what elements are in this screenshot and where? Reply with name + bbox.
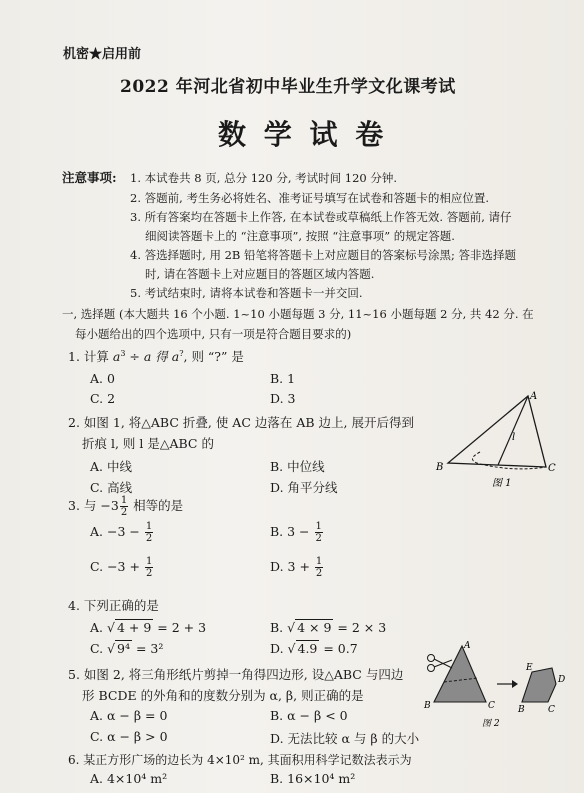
fig2-label-d: D [558, 675, 566, 685]
q4-stem: 4. 下列正确的是 [68, 598, 159, 613]
q3-option-a: A. −3 − $\frac{1}{2}$ [90, 521, 153, 544]
q1-stem: 1. 计算 $a^3 \div a$ 得 a?, 则 “?” 是 [68, 348, 244, 364]
notice-item: 3. 所有答案均在答题卡上作答, 在本试卷或草稿纸上作答无效. 答题前, 请仔 [130, 210, 512, 224]
q4-option-c: C. √ 9⁴ = 3² [90, 641, 164, 656]
fig2-label-b: B [424, 701, 431, 711]
notice-item: 5. 考试结束时, 请将本试卷和答题卡一并交回. [130, 286, 363, 300]
q5-option-d: D. 无法比较 α 与 β 的大小 [270, 731, 420, 746]
q1-option-c: C. 2 [90, 391, 116, 406]
section-heading-cont: 每小题给出的四个选项中, 只有一项是符合题目要求的) [75, 327, 352, 341]
q5-stem-line2: 形 BCDE 的外角和的度数分别为 α, β, 则正确的是 [82, 688, 364, 703]
scissors-icon [428, 655, 453, 672]
q2-option-c: C. 高线 [90, 480, 133, 495]
fig1-label-a: A [530, 391, 538, 402]
q2-option-d: D. 角平分线 [270, 480, 338, 495]
q5-stem-line1: 5. 如图 2, 将三角形纸片剪掉一角得四边形, 设△ABC 与四边 [68, 667, 404, 682]
q4-option-a: A. √ 4 + 9 = 2 + 3 [90, 620, 207, 635]
q6-stem: 6. 某正方形广场的边长为 4×10² m, 其面积用科学记数法表示为 [68, 753, 412, 767]
q2-option-b: B. 中位线 [270, 459, 325, 474]
fig2-label-e: E [526, 663, 533, 673]
fig2-label-a: A [464, 641, 471, 651]
q2-stem-line1: 2. 如图 1, 将△ABC 折叠, 使 AC 边落在 AB 边上, 展开后得到 [68, 415, 414, 430]
notice-item: 2. 答题前, 考生务必将姓名、准考证号填写在试卷和答题卡的相应位置. [130, 191, 490, 205]
fig2-label-c: C [488, 701, 495, 711]
q5-option-b: B. α − β < 0 [270, 708, 348, 723]
q2-option-a: A. 中线 [90, 459, 132, 474]
fig2-caption: 图 2 [482, 719, 500, 729]
notice-item: 1. 本试卷共 8 页, 总分 120 分, 考试时间 120 分钟. [130, 171, 398, 185]
q4-option-b: B. √ 4 × 9 = 2 × 3 [270, 620, 387, 635]
q6-option-b: B. 16×10⁴ m² [270, 771, 356, 786]
q1-option-b: B. 1 [270, 371, 296, 386]
q5-option-a: A. α − β = 0 [90, 708, 168, 723]
notice-label: 注意事项: [62, 170, 117, 185]
fig1-label-b: B [436, 462, 444, 473]
q4-option-d: D. √ 4.9 = 0.7 [270, 641, 358, 656]
fig1-label-l: l [512, 432, 516, 443]
figure-1 [430, 390, 560, 490]
q2-stem-line2: 折痕 l, 则 l 是△ABC 的 [82, 436, 214, 451]
notice-item: 细阅读答题卡上的 “注意事项”, 按照 “注意事项” 的规定答题. [145, 229, 455, 243]
q1-option-a: A. 0 [90, 371, 115, 386]
fig1-label-c: C [548, 463, 556, 474]
q1-option-d: D. 3 [270, 391, 296, 406]
q3-option-b: B. 3 − $\frac{1}{2}$ [270, 521, 322, 544]
confidential-label: 机密★启用前 [63, 47, 142, 62]
notice-item: 4. 答选择题时, 用 2B 铅笔将答题卡上对应题目的答案标号涂黑; 答非选择题 [130, 248, 517, 262]
exam-title: 2022 年河北省初中毕业生升学文化课考试 [120, 77, 456, 97]
exam-subtitle: 数 学 试 卷 [218, 118, 388, 151]
section-heading: 一, 选择题 (本大题共 16 个小题. 1~10 小题每题 3 分, 11~16 小题每题 2 分, 共 42 分. 在 [62, 307, 534, 321]
q3-option-d: D. 3 + $\frac{1}{2}$ [270, 556, 323, 579]
fig2-label-b2: B [518, 705, 525, 715]
fig1-caption: 图 1 [492, 478, 512, 489]
arrow-right-icon [497, 680, 518, 688]
q5-option-c: C. α − β > 0 [90, 729, 168, 744]
fig2-label-c2: C [548, 705, 555, 715]
q6-option-a: A. 4×10⁴ m² [90, 771, 168, 786]
notice-item: 时, 请在答题卡上对应题目的答题区域内答题. [145, 267, 375, 281]
q3-option-c: C. −3 + $\frac{1}{2}$ [90, 556, 153, 579]
figure-2 [422, 638, 572, 730]
q3-stem: 3. 与 −3 $\frac{1}{2}$ 相等的是 [68, 495, 184, 518]
